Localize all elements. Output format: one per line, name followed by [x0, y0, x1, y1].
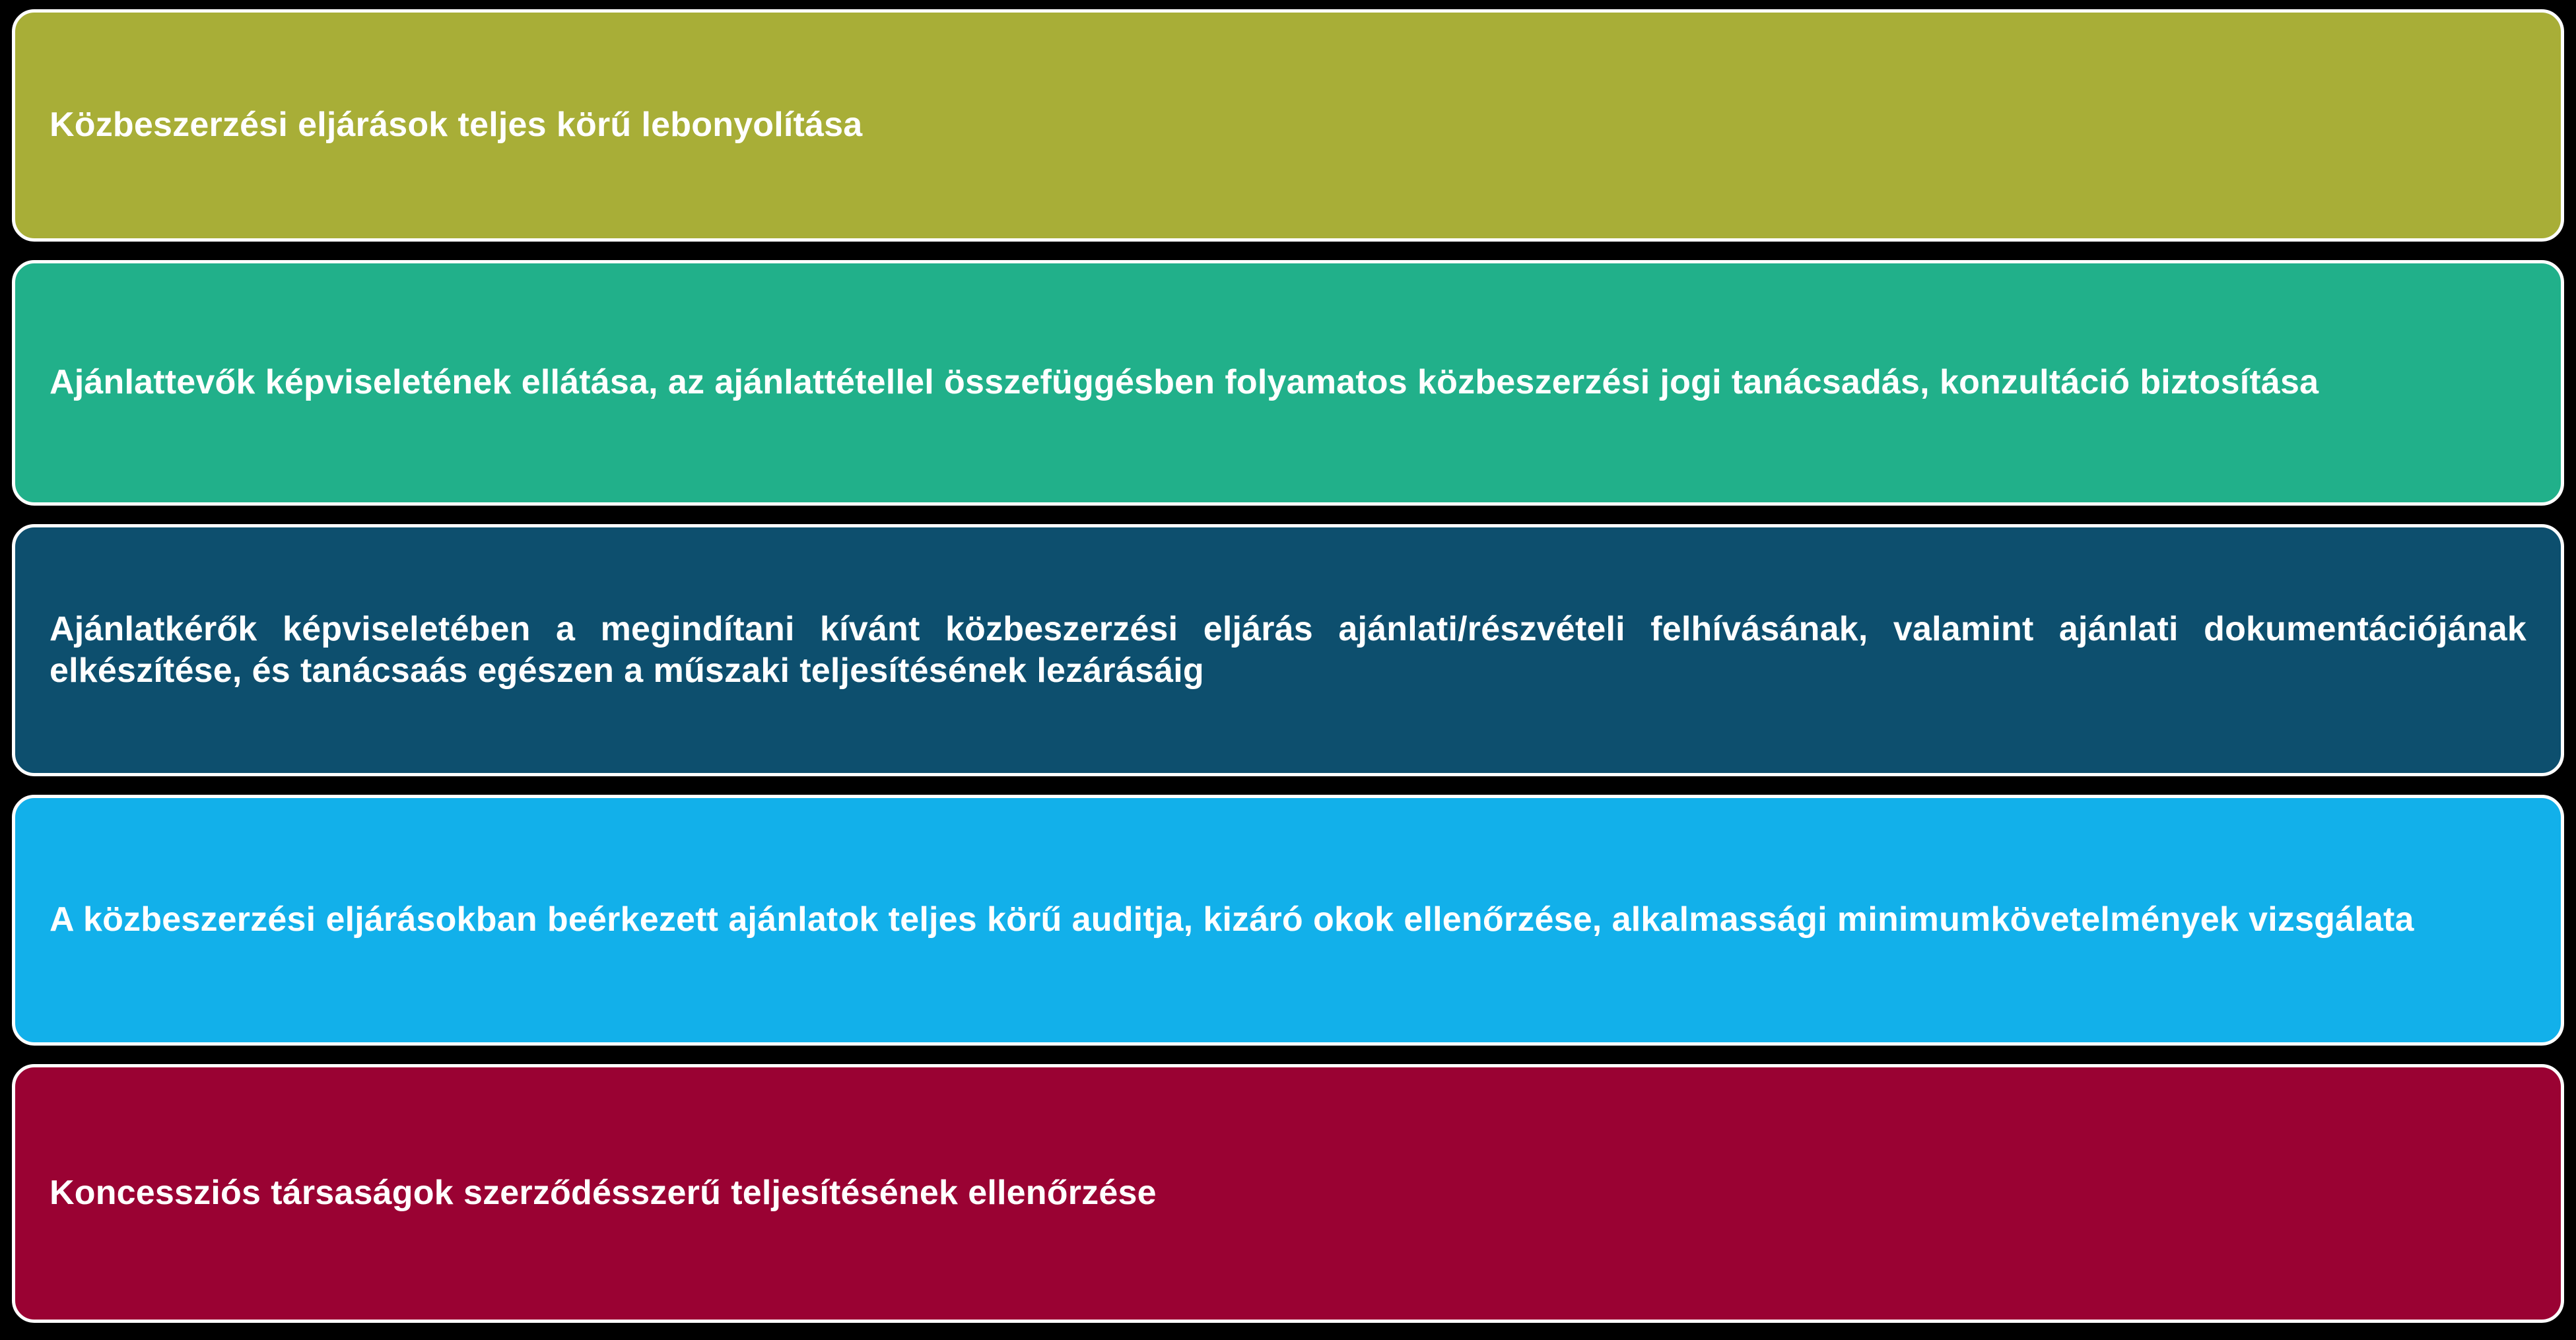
band-label: Koncessziós társaságok szerződésszerű teljesítésének ellenőrzése	[50, 1174, 1157, 1213]
band-label: Ajánlattevők képviseletének ellátása, az ajánlattétellel összefüggésben folyamatos közbeszerzési jogi tanácsadás, konzultáció biztosítása	[50, 363, 2319, 402]
band-ajanlatkerok-kepviselete	[12, 524, 2564, 776]
band-label: Ajánlatkérők képviseletében a megindítani kívánt közbeszerzési eljárás ajánlati/részvételi felhívásának, valamint ajánlati dokumentációjának elkészítése, és tanácsaás egészen a műszaki teljesítésének lezárásáig	[50, 609, 2526, 690]
band-ajanlattevok-kepviselete	[12, 260, 2564, 506]
band-koncesszios-tarsasagok	[12, 1064, 2564, 1323]
band-label: A közbeszerzési eljárásokban beérkezett ajánlatok teljes körű auditja, kizáró okok ellenőrzése, alkalmassági minimumkövetelmények vizsgálata	[50, 900, 2414, 939]
band-ajanlatok-auditja	[12, 795, 2564, 1046]
band-kozbeszerzesi-eljarasok	[12, 9, 2564, 242]
band-label: Közbeszerzési eljárások teljes körű lebonyolítása	[50, 106, 863, 145]
